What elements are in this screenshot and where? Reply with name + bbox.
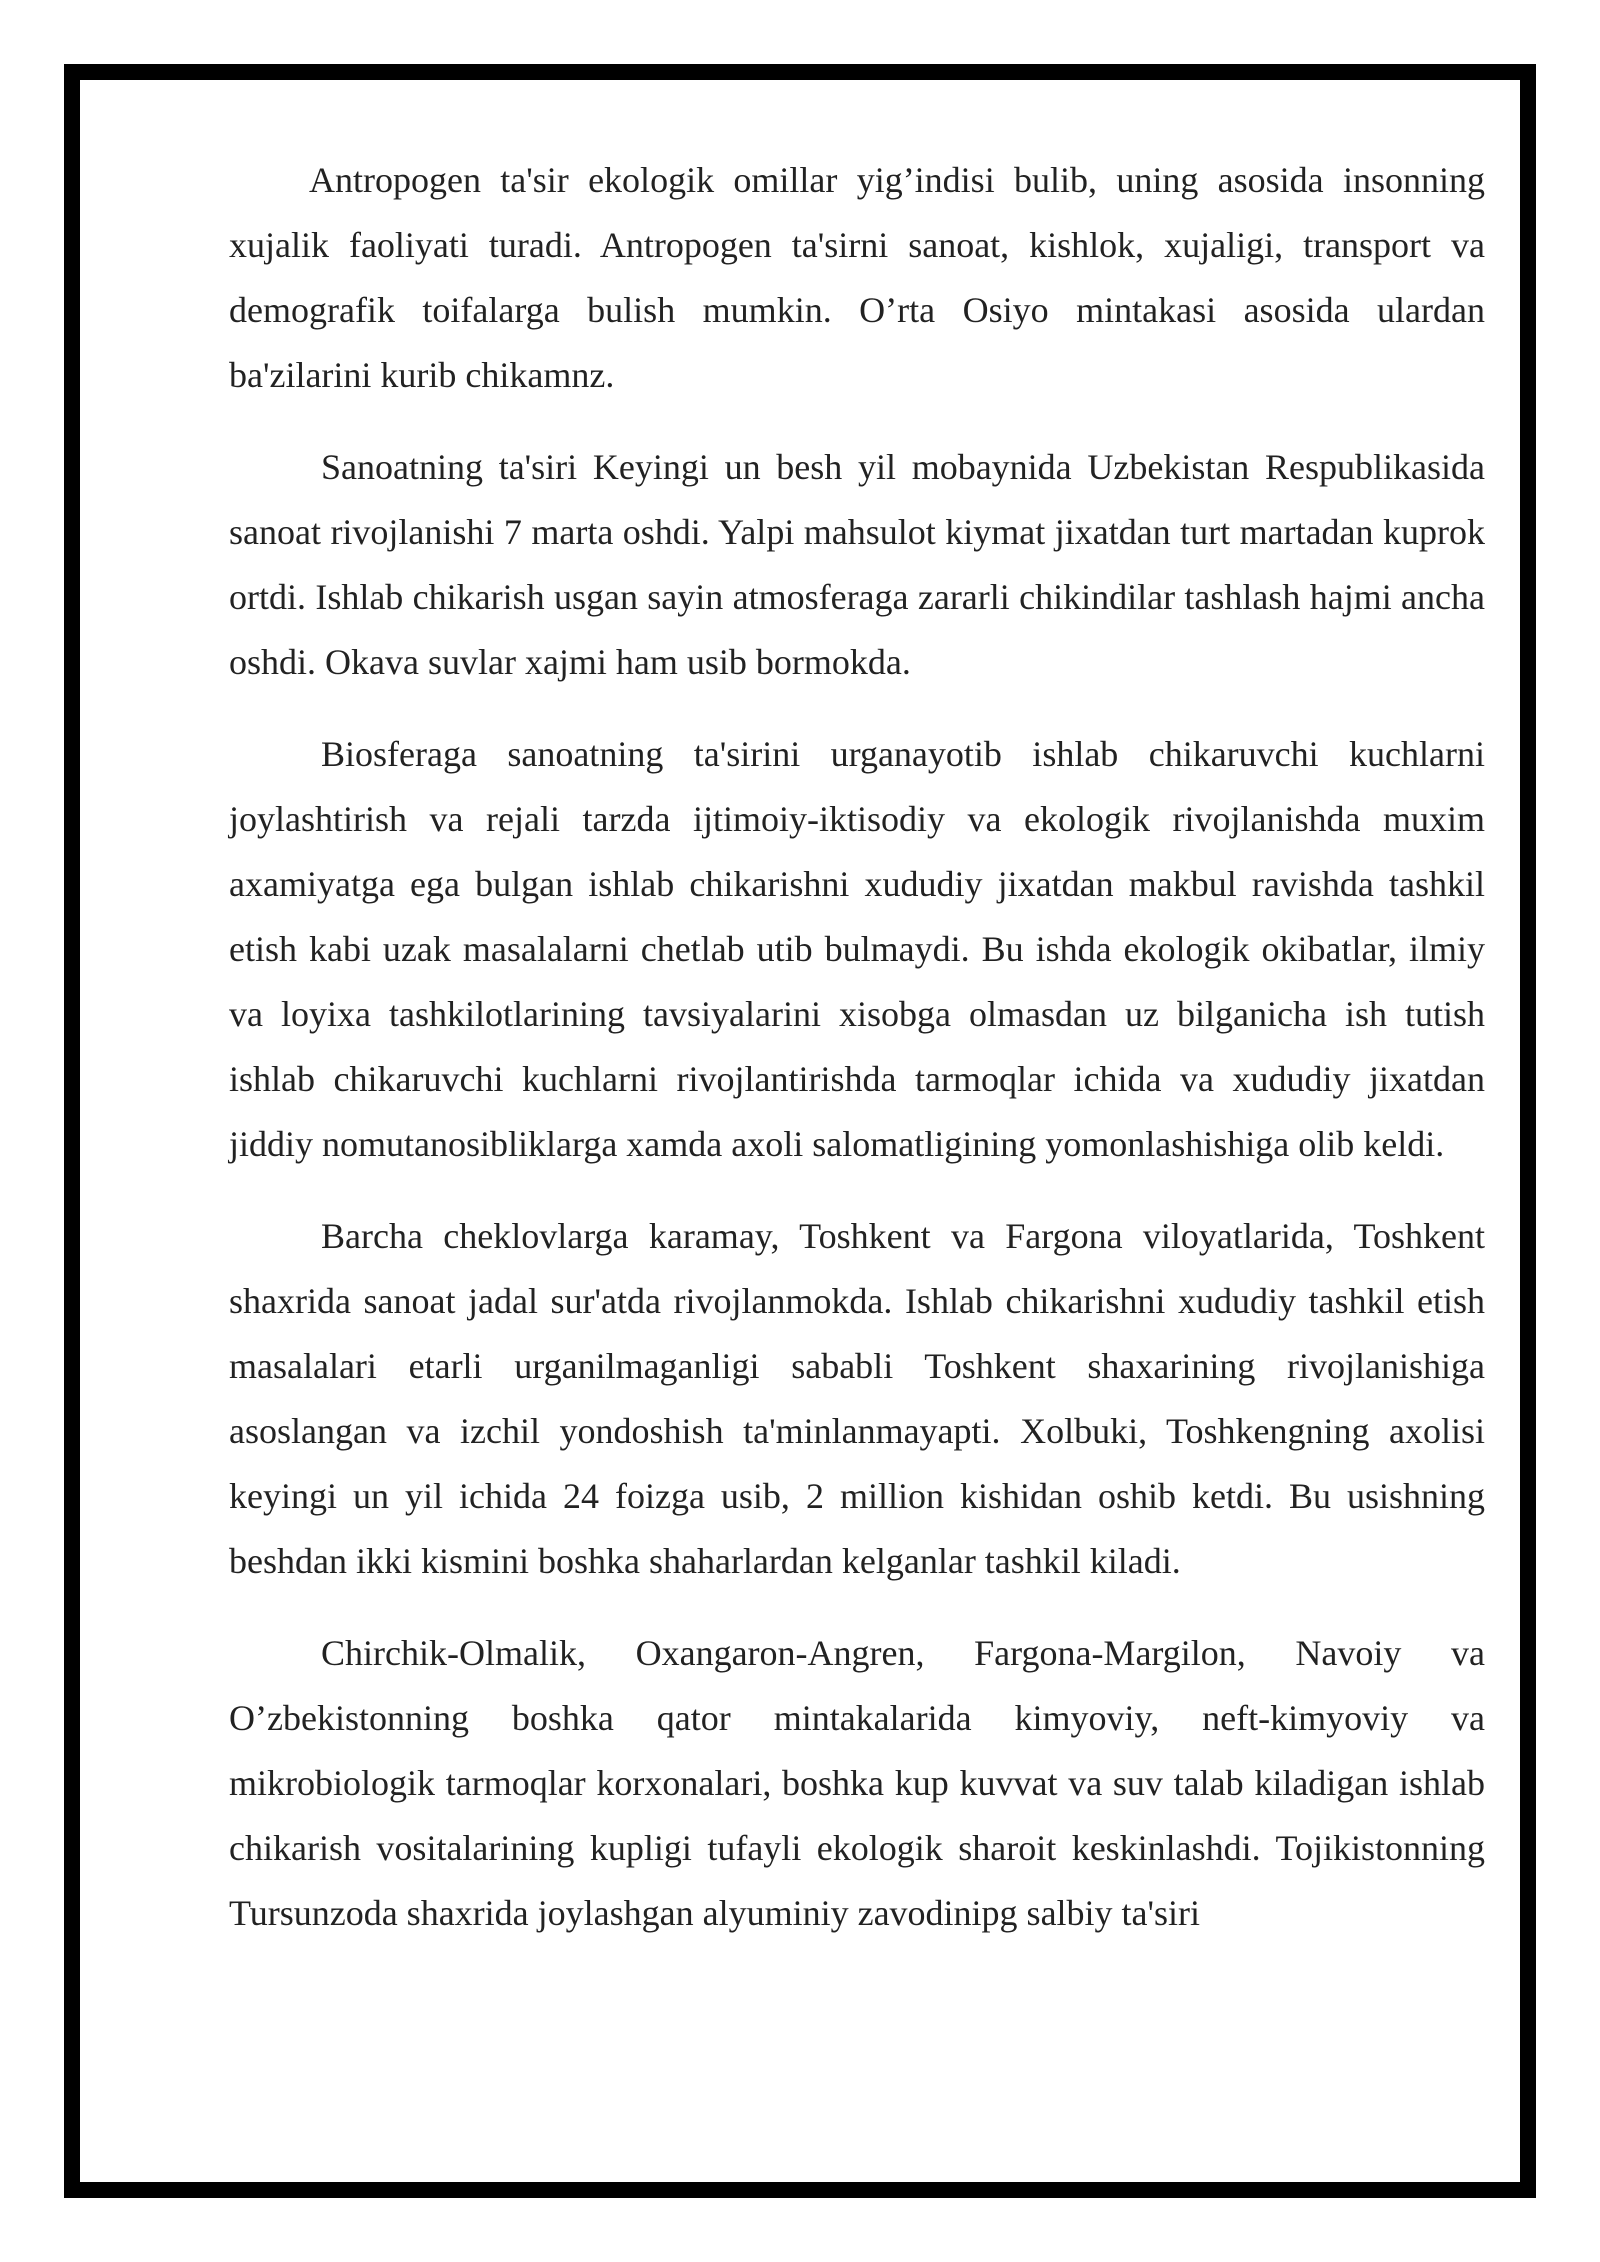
paragraph-antropogen: Antropogen ta'sir ekologik omillar yig’indisi bulib, uning asosida insonning xujalik faoliyati turadi. Antropogen ta'sirni sanoat, kishlok, xujaligi, transport va demografik toifalarga bulish mumkin. O’rta Osiyo mintakasi asosida ulardan ba'zilarini kurib chikamnz. — [229, 160, 1485, 395]
paragraph-chirchik: Chirchik-Olmalik, Oxangaron-Angren, Fargona-Margilon, Navoiy va O’zbekistonning boshka qator mintakalarida kimyoviy, neft-kimyoviy va mikrobiologik tarmoqlar korxonalari, boshka kup kuvvat va suv talab kiladigan ishlab chikarish vositalarining kupligi tufayli ekologik sharoit keskinlashdi. Tojikistonning Tursunzoda shaxrida joylashgan alyuminiy zavodinipg salbiy ta'siri — [229, 1633, 1485, 1933]
paragraph-biosfera: Biosferaga sanoatning ta'sirini urganayotib ishlab chikaruvchi kuchlarni joylashtirish va rejali tarzda ijtimoiy-iktisodiy va ekologik rivojlanishda muxim axamiyatga ega bulgan ishlab chikarishni xududiy jixatdan makbul ravishda tashkil etish kabi uzak masalalarni chetlab utib bulmaydi. Bu ishda ekologik okibatlar, ilmiy va loyixa tashkilotlarining tavsiyalarini xisobga olmasdan uz bilganicha ish tutish ishlab chikaruvchi kuchlarni rivojlantirishda tarmoqlar ichida va xududiy jixatdan jiddiy nomutanosibliklarga xamda axoli salomatligining yomonlashishiga olib keldi. — [229, 734, 1485, 1164]
document-body — [229, 148, 1485, 1973]
paragraph-sanoat: Sanoatning ta'siri Keyingi un besh yil mobaynida Uzbekistan Respublikasida sanoat rivojlanishi 7 marta oshdi. Yalpi mahsulot kiymat jixatdan turt martadan kuprok ortdi. Ishlab chikarish usgan sayin atmosferaga zararli chikindilar tashlash hajmi ancha oshdi. Okava suvlar xajmi ham usib bormokda. — [229, 447, 1485, 682]
paragraph-toshkent: Barcha cheklovlarga karamay, Toshkent va Fargona viloyatlarida, Toshkent shaxrida sanoat jadal sur'atda rivojlanmokda. Ishlab chikarishni xududiy tashkil etish masalalari etarli urganilmaganligi sababli Toshkent shaxarining rivojlanishiga asoslangan va izchil yondoshish ta'minlanmayapti. Xolbuki, Toshkengning axolisi keyingi un yil ichida 24 foizga usib, 2 million kishidan oshib ketdi. Bu usishning beshdan ikki kismini boshka shaharlardan kelganlar tashkil kiladi. — [229, 1216, 1485, 1581]
